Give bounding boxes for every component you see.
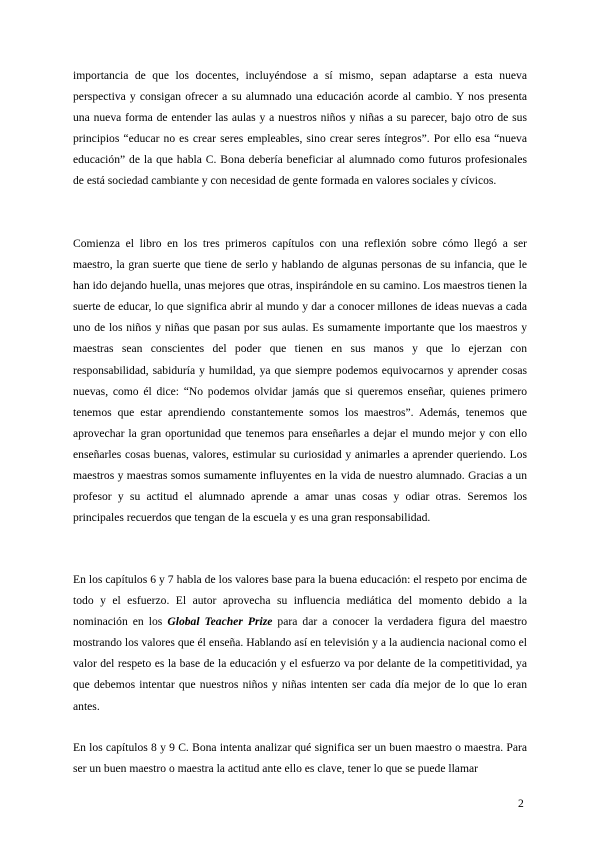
- paragraph-intro-continuation: importancia de que los docentes, incluyéndose a sí mismo, sepan adaptarse a esta nueva perspectiva y consigan ofrecer a su alumnado una educación acorde al cambio. Y nos presenta una nueva forma de entender las aulas y a nuestros niños y niñas a su parecer, bajo otro de sus principios “educar no es crear seres empleables, sino crear seres íntegros”. Por ello esa “nueva educación” de la que habla C. Bona debería beneficiar al alumnado como futuros profesionales de está sociedad cambiante y con necesidad de gente formada en valores sociales y cívicos.: [73, 69, 527, 188]
- paragraph-chapters-8-9: En los capítulos 8 y 9 C. Bona intenta analizar qué significa ser un buen maestro o maestra. Para ser un buen maestro o maestra la actitud ante ello es clave, tener lo que se puede llamar: [73, 741, 527, 776]
- paragraph-text-after-emphasis: para dar a conocer la verdadera figura del maestro mostrando los valores que él enseña. Hablando así en televisión y a la audiencia nacional como el valor del respeto es la base de la educación y el esfuerzo va por delante de la competitividad, ya que debemos intentar que nuestros niños y niñas intenten ser cada día mejor de lo que lo eran antes.: [73, 615, 527, 713]
- paragraph-text-before-emphasis: En los capítulos 6 y 7 habla de los valores base para la buena educación: el respeto por encima de todo y el esfuerzo. El autor aprovecha su influencia mediática del momento debido a la nominación en los: [73, 573, 527, 629]
- paragraph-chapters-1-3: Comienza el libro en los tres primeros capítulos con una reflexión sobre cómo llegó a ser maestro, la gran suerte que tiene de serlo y hablando de algunas personas de su infancia, que le han ido dejando huella, unas mejores que otras, inspirándole en su camino. Los maestros tienen la suerte de educar, lo que significa abrir al mundo y dar a conocer millones de ideas nuevas a cada uno de los niños y niñas que pasan por sus aulas. Es sumamente importante que los maestros y maestras sean conscientes del poder que tienen en sus manos y que lo ejerzan con responsabilidad, sabiduría y humildad, ya que siempre podemos equivocarnos y aprender cosas nuevas, como él dice: “No podemos olvidar jamás que si queremos enseñar, quienes primero tenemos que estar aprendiendo constantemente somos los maestros”. Además, tenemos que aprovechar la gran oportunidad que tenemos para enseñarles a dejar el mundo mejor y con ello enseñarles cosas buenas, valores, estimular su curiosidad y animarles a aprender queriendo. Los maestros y maestras somos sumamente influyentes en la vida de nuestro alumnado. Gracias a un profesor y su actitud el alumnado aprende a amar unas cosas y odiar otras. Seremos los principales recuerdos que tengan de la escuela y es una gran responsabilidad.: [73, 237, 527, 525]
- page-number: 2: [518, 797, 524, 810]
- paragraph-chapters-6-7: [73, 569, 527, 717]
- global-teacher-prize-emphasis: Global Teacher Prize: [167, 615, 273, 629]
